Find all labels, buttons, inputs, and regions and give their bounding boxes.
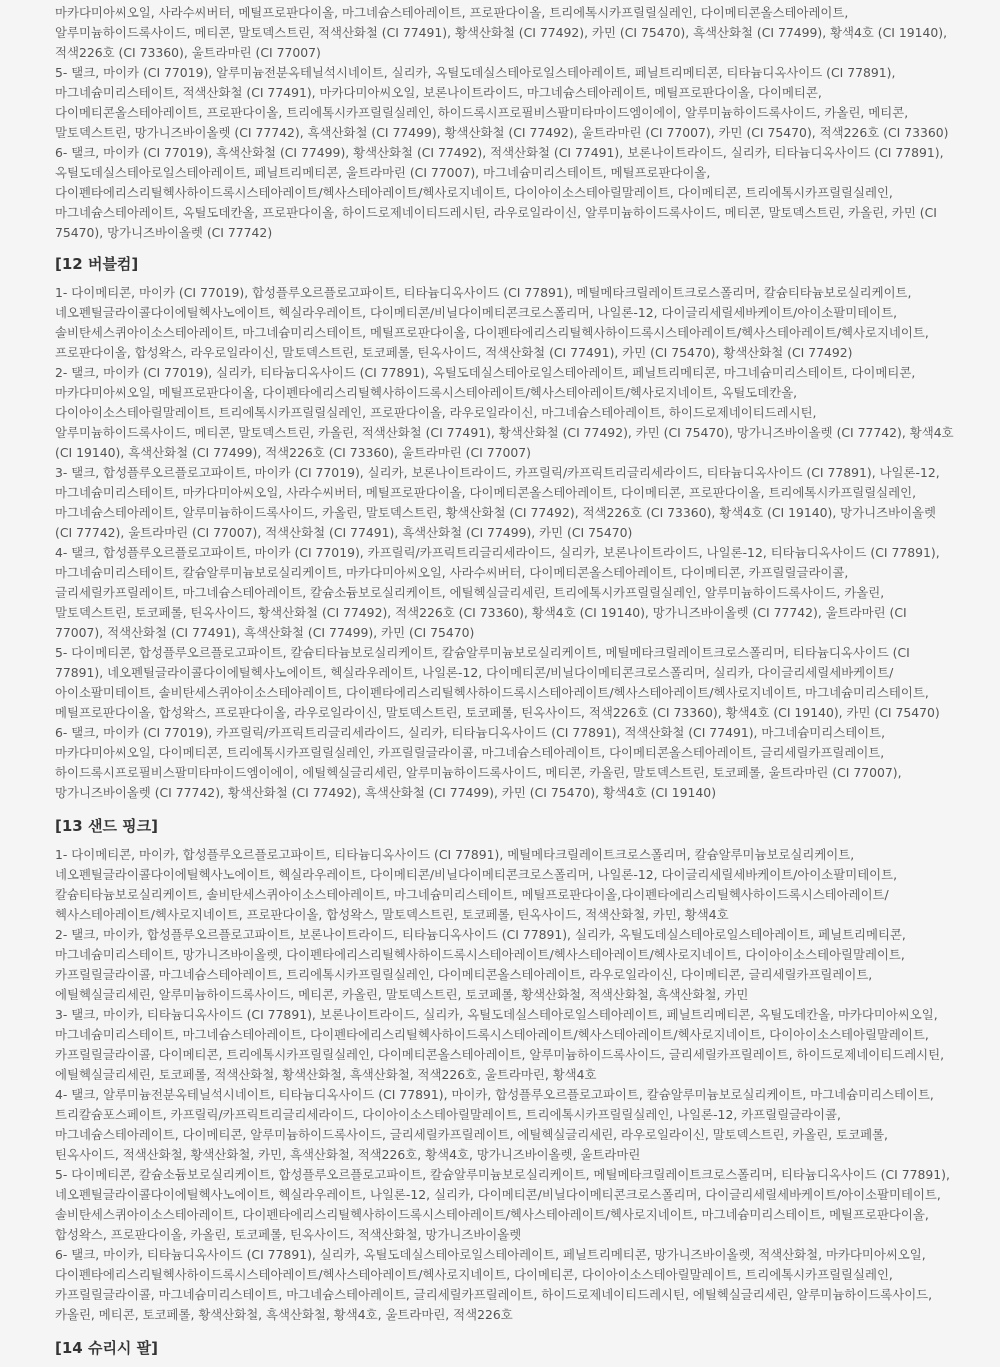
ingredient-entry: 1- 다이메티콘, 마이카, 합성플루오르플로고파이트, 티타늄디옥사이드 (CI 77891), 메틸메타크릴레이트크로스폴리머, 칼슘알루미늄보로실리케이트, 네오펜틸글라이콜다이에틸헥사노에이트, 헥실라우레이트, 다이메티콘/비닐다이메티콘크로스폴리머, 나일론-12, 다이글리세릴세바케이트/아이소팔미테이트, 칼슘티타늄보로실리케이트, 솔비탄세스퀴아이소스테아레이트, 마그네슘미리스테이트, 메틸프로판다이올,다이펜타에리스리틸헥사하이드록시스테아레이트/헥사스테아레이트/헥사로지네이트, 프로판다이올, 합성왁스, 말토덱스트린, 토코페롤, 틴옥사이드, 적색산화철, 카민, 황색4호 [55,847,898,922]
ingredient-entry: 6- 탤크, 마이카 (CI 77019), 흑색산화철 (CI 77499), 황색산화철 (CI 77492), 적색산화철 (CI 77491), 보론나이트라이드, 실리카, 티타늄디옥사이드 (CI 77891), 옥틸도데실스테아로일스테아레이트, 페닐트리메티콘, 울트라마린 (CI 77007), 마그네슘미리스테이트, 메틸프로판다이올, 다이펜타에리스리틸헥사하이드록시스테아레이트/헥사스테아레이트/헥사로지네이트, 다이아이소스테아릴말레이트, 다이메티콘, 트리에톡시카프릴릴실레인, 마그네슘스테아레이트, 옥틸도데칸올, 프로판다이올, 하이드로제네이티드레시틴, 라우로일라이신, 알루미늄하이드록사이드, 메티콘, 말토덱스트린, 카올린, 카민 (CI 75470), 망가니즈바이올렛 (CI 77742) [55,145,944,240]
ingredients-list [55,0,955,1367]
ingredient-entry: 5- 다이메티콘, 칼슘소듐보로실리케이트, 합성플루오르플로고파이트, 칼슘알루미늄보로실리케이트, 메틸메타크릴레이트크로스폴리머, 티타늄디옥사이드 (CI 77891), 네오펜틸글라이콜다이에틸헥사노에이트, 헥실라우레이트, 나일론-12, 실리카, 다이메티콘/비닐다이메티콘크로스폴리머, 다이글리세릴세바케이트/아이소팔미테이트, 솔비탄세스퀴아이소스테아레이트, 다이펜타에리스리틸헥사하이드록시스테아레이트/헥사스테아레이트/헥사로지네이트, 마그네슘미리스테이트, 메틸프로판다이올, 합성왁스, 프로판다이올, 카올린, 토코페롤, 틴옥사이드, 적색산화철, 망가니즈바이올렛 [55,1167,950,1242]
ingredient-entry: 6- 탤크, 마이카, 티타늄디옥사이드 (CI 77891), 실리카, 옥틸도데실스테아로일스테아레이트, 페닐트리메티콘, 망가니즈바이올렛, 적색산화철, 마카다미아씨오일, 다이펜타에리스리틸헥사하이드록시스테아레이트/헥사스테아레이트/헥사로지네이트, 다이메티콘, 다이아이소스테아릴말레이트, 트리에톡시카프릴릴실레인, 카프릴릴글라이콜, 마그네슘미리스테이트, 마그네슘스테아레이트, 글리세릴카프릴레이트, 하이드로제네이티드레시틴, 에틸헥실글리세린, 알루미늄하이드록사이드, 카올린, 메티콘, 토코페롤, 황색산화철, 흑색산화철, 황색4호, 울트라마린, 적색226호 [55,1247,933,1322]
section-title: [12 버블컴] [55,255,139,273]
ingredient-entry: 2- 탤크, 마이카, 합성플루오르플로고파이트, 보론나이트라이드, 티타늄디옥사이드 (CI 77891), 실리카, 옥틸도데실스테아로일스테아레이트, 페닐트리메티콘, 마그네슘미리스테이트, 망가니즈바이올렛, 다이펜타에리스리틸헥사하이드록시스테아레이트/헥사스테아레이트/헥사로지네이트, 다이아이소스테아릴말레이트, 카프릴릴글라이콜, 마그네슘스테아레이트, 트리에톡시카프릴릴실레인, 다이메티콘올스테아레이트, 라우로일라이신, 다이메티콘, 글리세릴카프릴레이트, 에틸헥실글리세린, 알루미늄하이드록사이드, 메티콘, 카올린, 말토덱스트린, 토코페롤, 황색산화철, 적색산화철, 흑색산화철, 카민 [55,927,906,1002]
section-title: [13 샌드 핑크] [55,817,158,835]
ingredient-entry: 3- 탤크, 마이카, 티타늄디옥사이드 (CI 77891), 보론나이트라이드, 실리카, 옥틸도데실스테아로일스테아레이트, 페닐트리메티콘, 옥틸도데칸올, 마카다미아씨오일, 마그네슘미리스테이트, 마그네슘스테아레이트, 다이펜타에리스리틸헥사하이드록시스테아레이트/헥사스테아레이트/헥사로지네이트, 다이아이소스테아릴말레이트, 카프릴릴글라이콜, 다이메티콘, 트리에톡시카프릴릴실레인, 다이메티콘올스테아레이트, 알루미늄하이드록사이드, 글리세릴카프릴레이트, 하이드로제네이티드레시틴, 에틸헥실글리세린, 토코페롤, 적색산화철, 황색산화철, 흑색산화철, 적색226호, 울트라마린, 황색4호 [55,1007,945,1082]
section-title: [14 슈리시 팔] [55,1339,158,1357]
ingredient-entry: 5- 다이메티콘, 합성플루오르플로고파이트, 칼슘티타늄보로실리케이트, 칼슘알루미늄보로실리케이트, 메틸메타크릴레이트크로스폴리머, 티타늄디옥사이드 (CI 77891), 네오펜틸글라이콜다이에틸헥사노에이트, 헥실라우레이트, 나일론-12, 다이메티콘/비닐다이메티콘크로스폴리머, 실리카, 다이글리세릴세바케이트/아이소팔미테이트, 솔비탄세스퀴아이소스테아레이트, 다이펜타에리스리틸헥사하이드록시스테아레이트/헥사스테아레이트/헥사로지네이트, 마그네슘미리스테이트, 메틸프로판다이올, 합성왁스, 프로판다이올, 라우로일라이신, 말토덱스트린, 토코페롤, 틴옥사이드, 적색226호 (CI 73360), 황색4호 (CI 19140), 카민 (CI 75470) [55,645,940,720]
ingredient-entry: 5- 탤크, 마이카 (CI 77019), 알루미늄전분옥테닐석시네이트, 실리카, 옥틸도데실스테아로일스테아레이트, 페닐트리메티콘, 티타늄디옥사이드 (CI 77891), 마그네슘미리스테이트, 적색산화철 (CI 77491), 마카다미아씨오일, 보론나이트라이드, 마그네슘스테아레이트, 메틸프로판다이올, 다이메티콘, 다이메티콘올스테아레이트, 프로판다이올, 트리에톡시카프릴릴실레인, 하이드록시프로필비스팔미타마이드엠이에이, 알루미늄하이드록사이드, 카올린, 메티콘, 말토덱스트린, 망가니즈바이올렛 (CI 77742), 흑색산화철 (CI 77499), 황색산화철 (CI 77492), 울트라마린 (CI 77007), 카민 (CI 75470), 적색226호 (CI 73360) [55,65,949,140]
ingredient-entry: 4- 탤크, 알루미늄전분옥테닐석시네이트, 티타늄디옥사이드 (CI 77891), 마이카, 합성플루오르플로고파이트, 칼슘알루미늄보로실리케이트, 마그네슘미리스테이트, 트리칼슘포스페이트, 카프릴릭/카프릭트리글리세라이드, 다이아이소스테아릴말레이트, 트리에톡시카프릴릴실레인, 나일론-12, 카프릴릴글라이콜, 마그네슘스테아레이트, 다이메티콘, 알루미늄하이드록사이드, 글리세릴카프릴레이트, 에틸헥실글리세린, 라우로일라이신, 말토덱스트린, 카올린, 토코페롤, 틴옥사이드, 적색산화철, 황색산화철, 카민, 흑색산화철, 적색226호, 황색4호, 망가니즈바이올렛, 울트라마린 [55,1087,934,1162]
ingredient-entry: 4- 탤크, 합성플루오르플로고파이트, 마이카 (CI 77019), 카프릴릭/카프릭트리글리세라이드, 실리카, 보론나이트라이드, 나일론-12, 티타늄디옥사이드 (CI 77891), 마그네슘미리스테이트, 칼슘알루미늄보로실리케이트, 마카다미아씨오일, 사라수씨버터, 다이메티콘올스테아레이트, 다이메티콘, 카프릴릴글라이콜, 글리세릴카프릴레이트, 마그네슘스테아레이트, 칼슘소듐보로실리케이트, 에틸헥실글리세린, 트리에톡시카프릴릴실레인, 알루미늄하이드록사이드, 카올린, 말토덱스트린, 토코페롤, 틴옥사이드, 황색산화철 (CI 77492), 적색226호 (CI 73360), 황색4호 (CI 19140), 망가니즈바이올렛 (CI 77742), 울트라마린 (CI 77007), 적색산화철 (CI 77491), 흑색산화철 (CI 77499), 카민 (CI 75470) [55,545,940,640]
ingredient-entry: 2- 탤크, 마이카 (CI 77019), 실리카, 티타늄디옥사이드 (CI 77891), 옥틸도데실스테아로일스테아레이트, 페닐트리메티콘, 마그네슘미리스테이트, 다이메티콘, 마카다미아씨오일, 메틸프로판다이올, 다이펜타에리스리틸헥사하이드록시스테아레이트/헥사스테아레이트/헥사로지네이트, 옥틸도데칸올, 다이아이소스테아릴말레이트, 트리에톡시카프릴릴실레인, 프로판다이올, 라우로일라이신, 마그네슘스테아레이트, 하이드로제네이티드레시틴, 알루미늄하이드록사이드, 메티콘, 말토덱스트린, 카올린, 적색산화철 (CI 77491), 황색산화철 (CI 77492), 카민 (CI 75470), 망가니즈바이올렛 (CI 77742), 황색4호 (CI 19140), 흑색산화철 (CI 77499), 적색226호 (CI 73360), 울트라마린 (CI 77007) [55,365,954,460]
ingredient-entry: 1- 다이메티콘, 마이카 (CI 77019), 합성플루오르플로고파이트, 티타늄디옥사이드 (CI 77891), 메틸메타크릴레이트크로스폴리머, 칼슘티타늄보로실리케이트, 네오펜틸글라이콜다이에틸헥사노에이트, 헥실라우레이트, 다이메티콘/비닐다이메티콘크로스폴리머, 나일론-12, 다이글리세릴세바케이트/아이소팔미테이트, 솔비탄세스퀴아이소스테아레이트, 마그네슘미리스테이트, 메틸프로판다이올, 다이펜타에리스리틸헥사하이드록시스테아레이트/헥사스테아레이트/헥사로지네이트, 프로판다이올, 합성왁스, 라우로일라이신, 말토덱스트린, 토코페롤, 틴옥사이드, 적색산화철 (CI 77491), 카민 (CI 75470), 황색산화철 (CI 77492) [55,285,929,360]
ingredient-entry: 6- 탤크, 마이카 (CI 77019), 카프릴릭/카프릭트리글리세라이드, 실리카, 티타늄디옥사이드 (CI 77891), 적색산화철 (CI 77491), 마그네슘미리스테이트, 마카다미아씨오일, 다이메티콘, 트리에톡시카프릴릴실레인, 카프릴릴글라이콜, 마그네슘스테아레이트, 다이메티콘올스테아레이트, 글리세릴카프릴레이트, 하이드록시프로필비스팔미타마이드엠이에이, 에틸헥실글리세린, 알루미늄하이드록사이드, 메티콘, 카올린, 말토덱스트린, 토코페롤, 울트라마린 (CI 77007), 망가니즈바이올렛 (CI 77742), 황색산화철 (CI 77492), 흑색산화철 (CI 77499), 카민 (CI 75470), 황색4호 (CI 19140) [55,725,902,800]
ingredient-entry: 3- 탤크, 합성플루오르플로고파이트, 마이카 (CI 77019), 실리카, 보론나이트라이드, 카프릴릭/카프릭트리글리세라이드, 티타늄디옥사이드 (CI 77891), 나일론-12, 마그네슘미리스테이트, 마카다미아씨오일, 사라수씨버터, 메틸프로판다이올, 다이메티콘올스테아레이트, 다이메티콘, 프로판다이올, 트리에톡시카프릴릴실레인, 마그네슘스테아레이트, 알루미늄하이드록사이드, 카올린, 말토덱스트린, 황색산화철 (CI 77492), 적색226호 (CI 73360), 황색4호 (CI 19140), 망가니즈바이올렛 (CI 77742), 울트라마린 (CI 77007), 적색산화철 (CI 77491), 흑색산화철 (CI 77499), 카민 (CI 75470) [55,465,940,540]
ingredient-entry: 마카다미아씨오일, 사라수씨버터, 메틸프로판다이올, 마그네슘스테아레이트, 프로판다이올, 트리에톡시카프릴릴실레인, 다이메티콘올스테아레이트, 알루미늄하이드록사이드, 메티콘, 말토덱스트린, 적색산화철 (CI 77491), 황색산화철 (CI 77492), 카민 (CI 75470), 흑색산화철 (CI 77499), 황색4호 (CI 19140), 적색226호 (CI 73360), 울트라마린 (CI 77007) [55,5,948,60]
